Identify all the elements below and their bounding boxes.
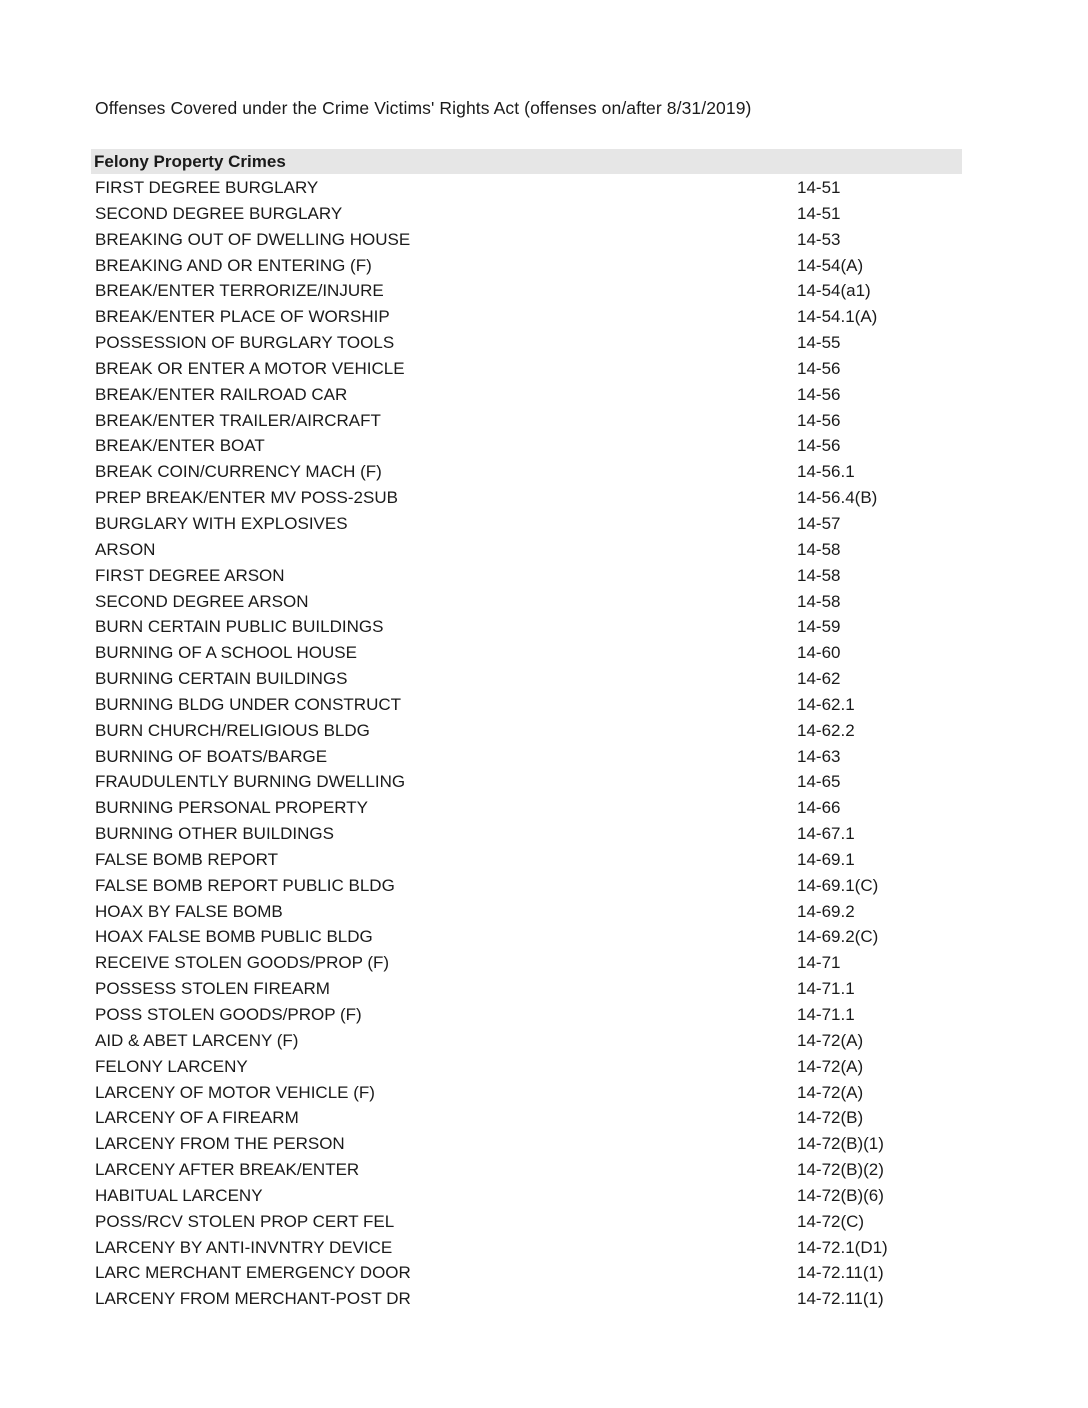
- table-row: [95, 1080, 962, 1106]
- offense-name: BURNING PERSONAL PROPERTY: [95, 798, 369, 818]
- offense-name: HABITUAL LARCENY: [95, 1185, 263, 1205]
- statute-number: 14-66: [797, 798, 841, 818]
- statute-number: 14-71.1: [797, 1005, 855, 1024]
- offense-name: FALSE BOMB REPORT PUBLIC BLDG: [95, 875, 395, 895]
- statute-number: 14-55: [797, 333, 841, 353]
- statute-number: 14-71: [797, 953, 841, 973]
- statute-number: 14-56.1: [797, 462, 855, 482]
- offense-name: RECEIVE STOLEN GOODS/PROP (F): [95, 953, 390, 973]
- statute-number: 14-62.1: [797, 694, 855, 714]
- table-row: [95, 589, 962, 615]
- offense-name: BURN CERTAIN PUBLIC BUILDINGS: [95, 617, 384, 637]
- statute-number: 14-56: [797, 410, 841, 430]
- statute-number: 14-62: [797, 669, 841, 689]
- offense-name: LARCENY FROM MERCHANT-POST DR: [95, 1289, 411, 1309]
- statute-number: 14-69.2(C): [797, 927, 879, 947]
- statute-number: 14-51: [797, 178, 841, 197]
- offense-name: LARCENY OF MOTOR VEHICLE (F): [95, 1082, 375, 1102]
- statute-number: 14-72(A): [797, 1030, 864, 1050]
- offense-name: BREAK/ENTER TERRORIZE/INJURE: [95, 281, 384, 301]
- statute-number: 14-56: [797, 358, 841, 378]
- table-row: [95, 847, 962, 873]
- statute-number: 14-56: [797, 384, 841, 404]
- table-row: [95, 744, 962, 770]
- offense-name: BREAK/ENTER BOAT: [95, 436, 265, 456]
- table-row: [95, 795, 962, 821]
- statute-number: 14-51: [797, 203, 841, 223]
- offense-name: POSSESSION OF BURGLARY TOOLS: [95, 333, 395, 353]
- offense-name: BREAKING AND OR ENTERING (F): [95, 255, 372, 275]
- statute-number: 14-71.1: [797, 979, 855, 999]
- statute-number: 14-65: [797, 772, 841, 792]
- offense-name: BURNING CERTAIN BUILDINGS: [95, 669, 348, 689]
- table-row: [95, 873, 962, 899]
- table-row: [95, 330, 962, 356]
- table-row: [95, 175, 962, 201]
- table-row: [95, 563, 962, 589]
- statute-number: 14-57: [797, 513, 841, 533]
- table-row: [95, 924, 962, 950]
- statute-number: 14-72.11(1): [797, 1263, 884, 1283]
- statute-number: 14-72(A): [797, 1056, 864, 1076]
- statute-number: 14-54(A): [797, 255, 864, 275]
- section-header: Felony Property Crimes: [91, 149, 962, 174]
- table-row: [95, 769, 962, 795]
- table-row: [95, 1286, 962, 1312]
- statute-number: 14-59: [797, 617, 841, 637]
- table-row: [95, 1183, 962, 1209]
- table-row: [95, 433, 962, 459]
- statute-number: 14-67.1: [797, 824, 855, 844]
- statute-number: 14-72.1(D1): [797, 1237, 888, 1257]
- offense-name: HOAX BY FALSE BOMB: [95, 901, 283, 921]
- offense-name: BREAK COIN/CURRENCY MACH (F): [95, 462, 382, 482]
- offense-name: POSSESS STOLEN FIREARM: [95, 979, 330, 999]
- statute-number: 14-72(B): [797, 1108, 864, 1128]
- table-row: [95, 1157, 962, 1183]
- offense-name: FELONY LARCENY: [95, 1056, 248, 1076]
- offense-name: BURNING OF A SCHOOL HOUSE: [95, 643, 357, 663]
- table-row: [95, 382, 962, 408]
- offense-name: BREAK/ENTER TRAILER/AIRCRAFT: [95, 410, 381, 430]
- page-title: Offenses Covered under the Crime Victims' Rights Act (offenses on/after 8/31/2019): [95, 98, 752, 118]
- table-row: [95, 1054, 962, 1080]
- offense-name: BURN CHURCH/RELIGIOUS BLDG: [95, 720, 370, 740]
- statute-number: 14-72(B)(6): [797, 1185, 884, 1205]
- table-row: [95, 1209, 962, 1235]
- table-row: [95, 201, 962, 227]
- offense-name: POSS STOLEN GOODS/PROP (F): [95, 1005, 362, 1024]
- offense-name: FIRST DEGREE BURGLARY: [95, 178, 319, 197]
- table-row: [95, 408, 962, 434]
- statute-number: 14-72.11(1): [797, 1289, 884, 1309]
- offense-name: LARCENY AFTER BREAK/ENTER: [95, 1160, 360, 1180]
- statute-number: 14-54(a1): [797, 281, 871, 301]
- table-row: [95, 1002, 962, 1028]
- offense-name: SECOND DEGREE ARSON: [95, 591, 309, 611]
- table-row: [95, 459, 962, 485]
- table-row: [95, 1028, 962, 1054]
- statute-number: 14-72(A): [797, 1082, 864, 1102]
- offense-name: SECOND DEGREE BURGLARY: [95, 203, 343, 223]
- table-row: [95, 1105, 962, 1131]
- table-row: [95, 821, 962, 847]
- table-row: [95, 1235, 962, 1261]
- statute-number: 14-69.2: [797, 901, 855, 921]
- offense-name: BREAK/ENTER RAILROAD CAR: [95, 384, 348, 404]
- statute-number: 14-53: [797, 229, 841, 249]
- offense-name: FRAUDULENTLY BURNING DWELLING: [95, 772, 406, 792]
- offense-name: BURNING OTHER BUILDINGS: [95, 824, 334, 844]
- statute-number: 14-69.1: [797, 849, 855, 869]
- statute-number: 14-72(C): [797, 1211, 865, 1231]
- offense-name: POSS/RCV STOLEN PROP CERT FEL: [95, 1211, 395, 1231]
- table-row: [95, 227, 962, 253]
- offense-name: BURNING OF BOATS/BARGE: [95, 746, 328, 766]
- table-row: [95, 304, 962, 330]
- statute-number: 14-58: [797, 591, 841, 611]
- statute-number: 14-62.2: [797, 720, 855, 740]
- offense-name: LARC MERCHANT EMERGENCY DOOR: [95, 1263, 411, 1283]
- statute-number: 14-56.4(B): [797, 488, 878, 508]
- statute-number: 14-58: [797, 565, 841, 585]
- statute-number: 14-56: [797, 436, 841, 456]
- statute-number: 14-58: [797, 539, 841, 559]
- offense-name: BURNING BLDG UNDER CONSTRUCT: [95, 694, 402, 714]
- statute-number: 14-69.1(C): [797, 875, 879, 895]
- table-row: [95, 253, 962, 279]
- table-row: [95, 485, 962, 511]
- table-row: [95, 976, 962, 1002]
- table-row: [95, 278, 962, 304]
- offense-name: BREAK/ENTER PLACE OF WORSHIP: [95, 307, 390, 327]
- table-row: [95, 640, 962, 666]
- statute-number: 14-60: [797, 643, 841, 663]
- offense-name: BURGLARY WITH EXPLOSIVES: [95, 513, 348, 533]
- offense-name: ARSON: [95, 539, 156, 559]
- offense-name: FALSE BOMB REPORT: [95, 849, 278, 869]
- offense-name: PREP BREAK/ENTER MV POSS-2SUB: [95, 488, 398, 508]
- offense-name: HOAX FALSE BOMB PUBLIC BLDG: [95, 927, 373, 947]
- table-row: [95, 950, 962, 976]
- statute-number: 14-63: [797, 746, 841, 766]
- offense-name: LARCENY BY ANTI-INVNTRY DEVICE: [95, 1237, 393, 1257]
- table-row: [95, 692, 962, 718]
- table-row: [95, 614, 962, 640]
- statute-number: 14-72(B)(2): [797, 1160, 884, 1180]
- table-row: [95, 1131, 962, 1157]
- offense-name: LARCENY OF A FIREARM: [95, 1108, 299, 1128]
- statute-number: 14-72(B)(1): [797, 1134, 884, 1154]
- table-row: [95, 666, 962, 692]
- offense-name: BREAK OR ENTER A MOTOR VEHICLE: [95, 358, 405, 378]
- table-row: [95, 899, 962, 925]
- table-row: [95, 1260, 962, 1286]
- statute-number: 14-54.1(A): [797, 307, 878, 327]
- table-row: [95, 356, 962, 382]
- table-row: [95, 718, 962, 744]
- offense-name: FIRST DEGREE ARSON: [95, 565, 285, 585]
- table-row: [95, 511, 962, 537]
- offense-table: [95, 175, 962, 1312]
- offense-name: LARCENY FROM THE PERSON: [95, 1134, 345, 1154]
- table-row: [95, 537, 962, 563]
- offense-name: BREAKING OUT OF DWELLING HOUSE: [95, 229, 411, 249]
- offense-name: AID & ABET LARCENY (F): [95, 1030, 299, 1050]
